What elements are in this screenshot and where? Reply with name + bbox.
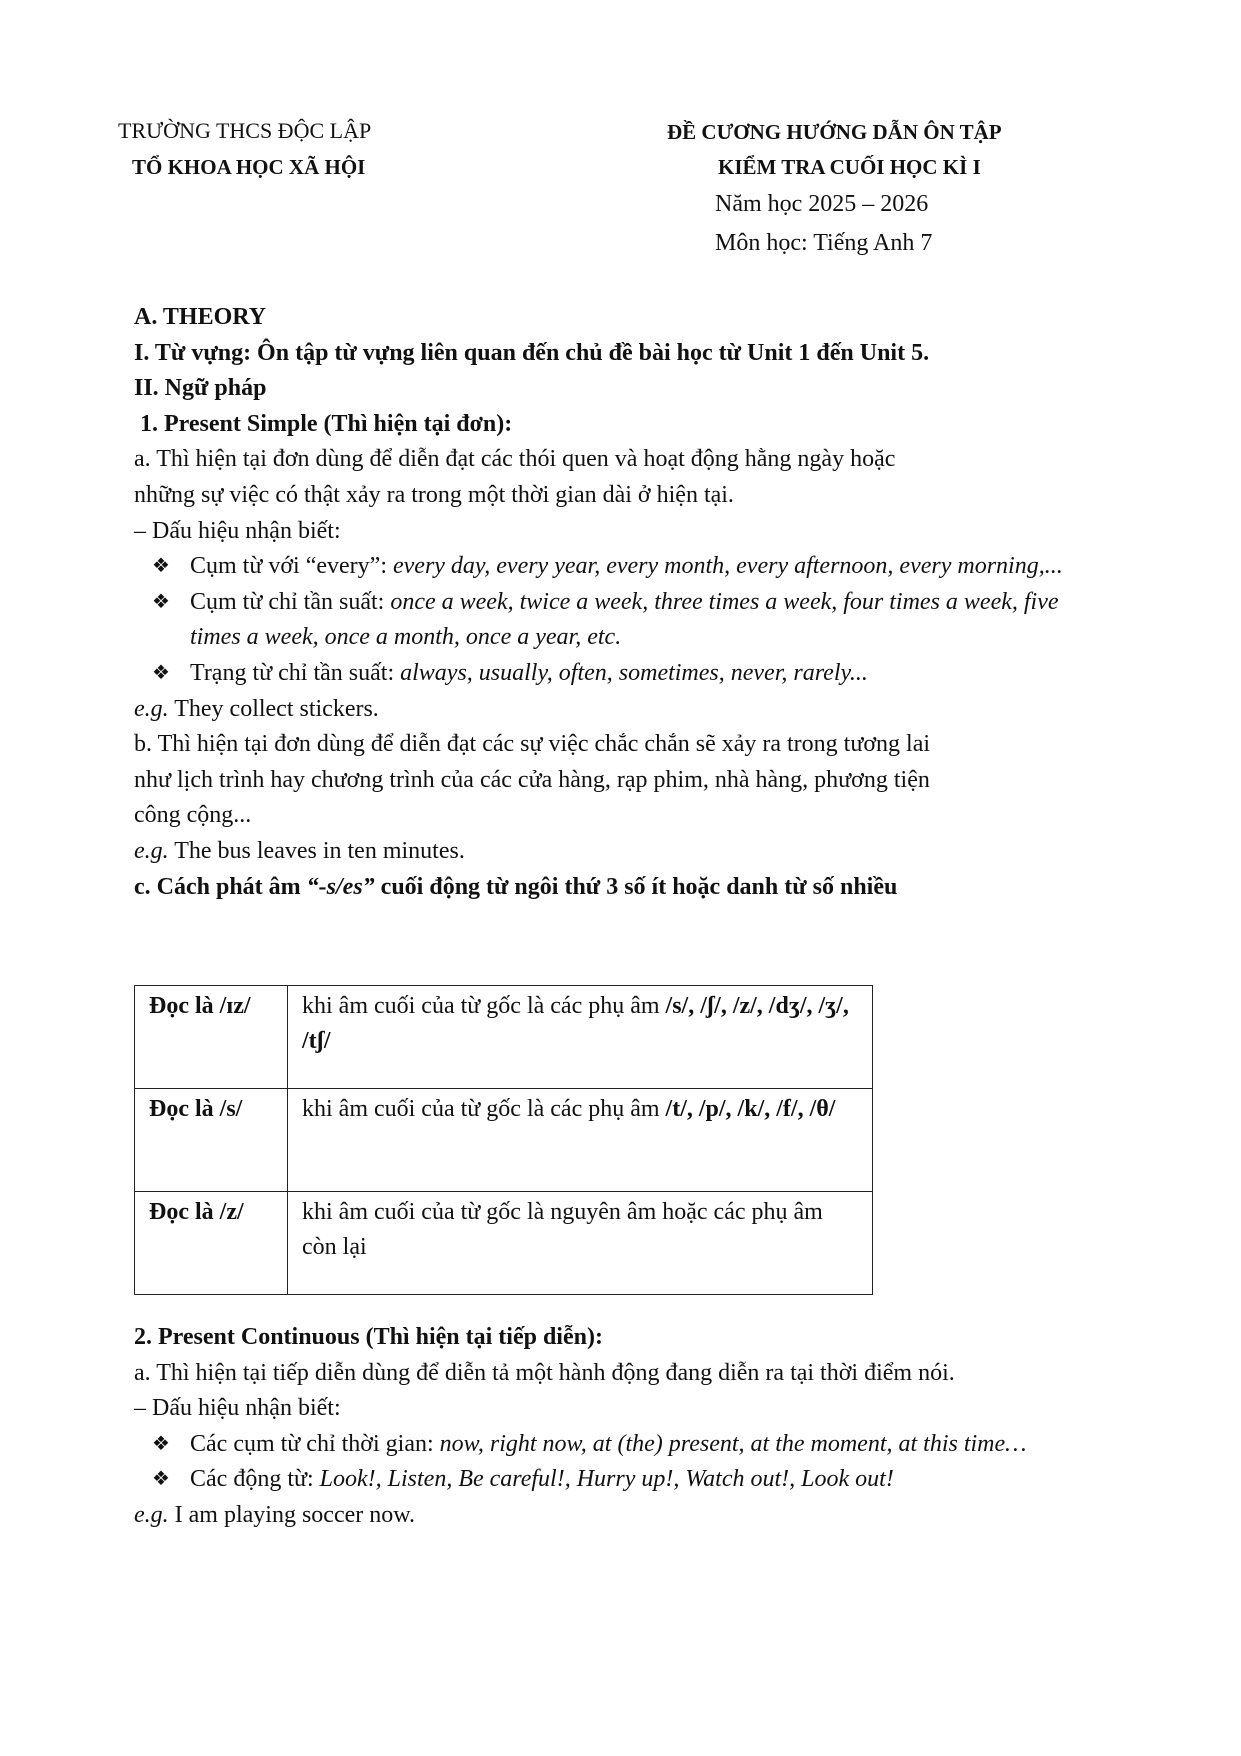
grammar-heading: II. Ngữ pháp [134,375,267,402]
table-cell-description [288,1089,873,1192]
signs-label: – Dấu hiệu nhận biết: [134,517,341,544]
pronunciation-heading-tail: cuối động từ ngôi thứ 3 số ít hoặc danh từ số nhiều [374,873,898,900]
example-line [134,692,1094,728]
table-cell-description [288,986,873,1089]
example-label: e.g. [134,695,169,722]
document-title-line1: ĐỀ CƯƠNG HƯỚNG DẪN ÔN TẬP [667,120,1002,144]
example-text: The bus leaves in ten minutes. [168,837,465,864]
present-simple-heading: 1. Present Simple (Thì hiện tại đơn): [134,410,513,437]
example-label: e.g. [134,1501,169,1528]
paragraph-a-line: a. Thì hiện tại tiếp diễn dùng để diễn tả một hành động đang diễn ra tại thời điểm nói. [134,1359,955,1386]
bullet-examples: now, right now, at (the) present, at the moment, at this time… [439,1430,1027,1457]
present-continuous-heading: 2. Present Continuous (Thì hiện tại tiếp diễn): [134,1324,603,1350]
bullet-examples: Look!, Listen, Be careful!, Hurry up!, Watch out!, Look out! [319,1466,894,1493]
bullet-lead: Các cụm từ chỉ thời gian: [190,1430,440,1457]
example-line [134,834,1094,870]
subject: Môn học: Tiếng Anh 7 [715,230,933,256]
bullet-mark: ❖ [152,555,170,578]
bullet-mark: ❖ [152,1432,170,1455]
section-heading: A. THEORY [134,304,267,330]
table-row [135,1089,873,1192]
table-cell-label: Đọc là /ɪz/ [135,986,288,1089]
bullet-lead: Các động từ: [190,1466,320,1493]
pronunciation-heading-lead: c. Cách phát âm [134,873,307,900]
example-text: They collect stickers. [168,695,379,722]
example-text: I am playing soccer now. [168,1501,416,1528]
bullet-examples: every day, every year, every month, every afternoon, every morning,... [392,553,1063,580]
bullet-item [134,1427,1134,1463]
example-line [134,1498,1134,1534]
bullet-examples: always, usually, often, sometimes, never, rarely... [400,659,868,686]
bullet-lead: Cụm từ chỉ tần suất: [190,588,391,615]
school-year: Năm học 2025 – 2026 [715,191,929,217]
paragraph-b-line: công cộng... [134,802,252,829]
document-title-line2: KIỂM TRA CUỐI HỌC KÌ I [718,155,981,179]
description-text: khi âm cuối của từ gốc là các phụ âm [302,1096,666,1122]
bullet-lead: Trạng từ chỉ tần suất: [190,659,401,686]
table-row [135,1192,873,1295]
bullet-mark: ❖ [152,1468,170,1491]
paragraph-a-line: a. Thì hiện tại đơn dùng để diễn đạt các thói quen và hoạt động hằng ngày hoặc [134,446,896,473]
bullet-item [134,1462,1134,1498]
pronunciation-heading-ending: “-s/es” [306,873,375,900]
bullet-item [134,585,1094,656]
table-row [135,986,873,1089]
paragraph-a-line: những sự việc có thật xảy ra trong một thời gian dài ở hiện tại. [134,481,734,508]
paragraph-b-line: b. Thì hiện tại đơn dùng để diễn đạt các sự việc chắc chắn sẽ xảy ra trong tương lai [134,731,931,758]
bullet-item [134,549,1094,585]
pronunciation-table [134,985,873,1295]
bullet-mark: ❖ [152,661,170,684]
present-continuous-section [134,1320,1134,1534]
description-text: khi âm cuối của từ gốc là các phụ âm [302,993,666,1019]
bullet-mark: ❖ [152,590,170,613]
vocabulary-heading: I. Từ vựng: Ôn tập từ vựng liên quan đến chủ đề bài học từ Unit 1 đến Unit 5. [134,339,930,366]
department-name: TỔ KHOA HỌC XÃ HỘI [132,155,366,179]
bullet-examples: once a week, twice a week, three times a week, four times a week, five times a week, once a month, once a year, etc. [190,588,1059,651]
example-label: e.g. [134,837,169,864]
pronunciation-heading [134,870,1094,906]
table-cell-label: Đọc là /z/ [135,1192,288,1295]
sounds-text: /t/, /p/, /k/, /f/, /θ/ [665,1096,836,1122]
table-cell-label: Đọc là /s/ [135,1089,288,1192]
paragraph-b-line: như lịch trình hay chương trình của các cửa hàng, rạp phim, nhà hàng, phương tiện [134,766,930,793]
sounds-text: /s/, /ʃ/, /z/, /dʒ/, /ʒ/, /tʃ/ [302,993,849,1054]
theory-section [134,300,1094,905]
bullet-lead: Cụm từ với “every”: [190,553,393,580]
table-cell-description [288,1192,873,1295]
description-text: khi âm cuối của từ gốc là nguyên âm hoặc các phụ âm còn lại [302,1199,823,1260]
signs-label: – Dấu hiệu nhận biết: [134,1395,341,1422]
bullet-item [134,656,1094,692]
school-name: TRƯỜNG THCS ĐỘC LẬP [118,118,372,143]
